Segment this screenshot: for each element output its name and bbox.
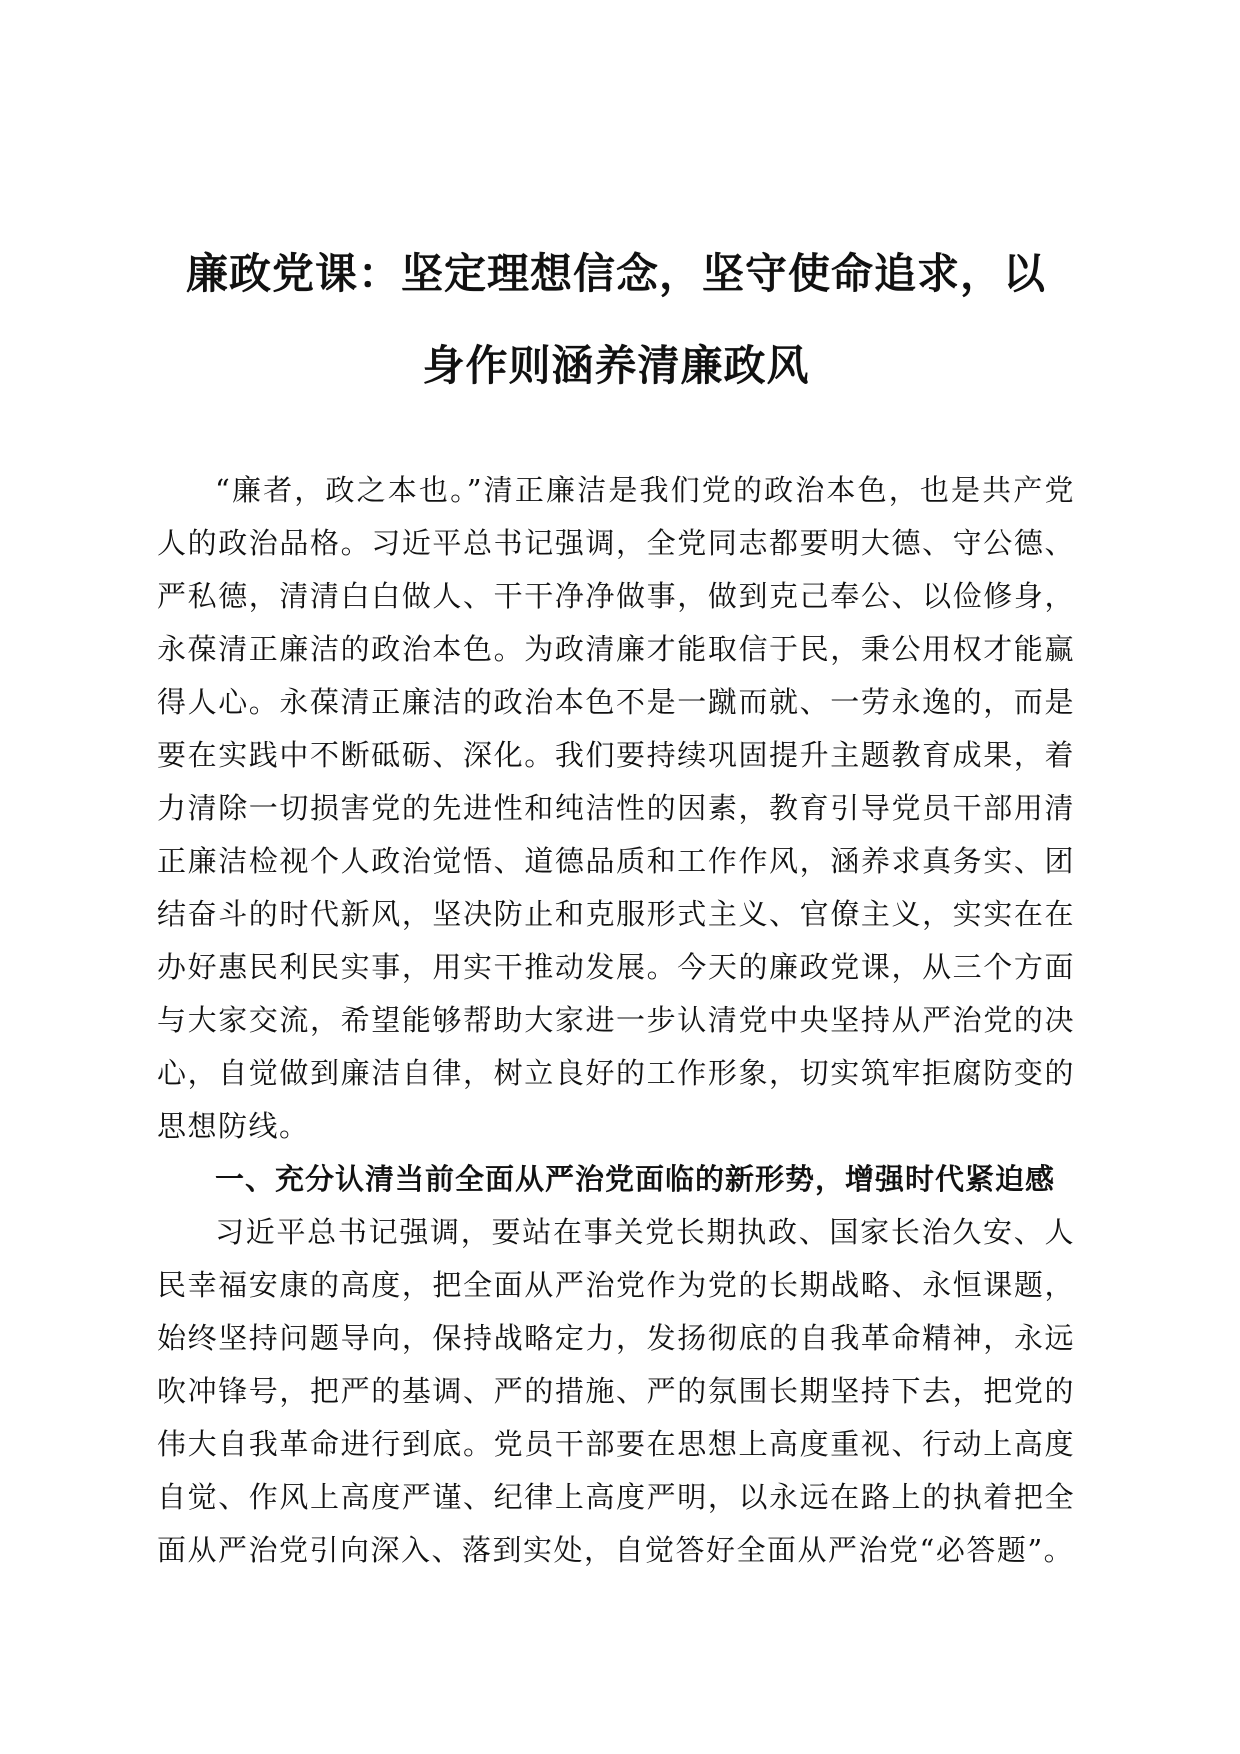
title-line-1: 廉政党课：坚定理想信念，坚守使命追求，以 [185, 249, 1046, 298]
document-page [157, 228, 1075, 1577]
section-1-paragraph: 习近平总书记强调，要站在事关党长期执政、国家长治久安、人民幸福安康的高度，把全面从严治党作为党的长期战略、永恒课题，始终坚持问题导向，保持战略定力，发扬彻底的自我革命精神，永远吹冲锋号，把严的基调、严的措施、严的氛围长期坚持下去，把党的伟大自我革命进行到底。党员干部要在思想上高度重视、行动上高度自觉、作风上高度严谨、纪律上高度严明，以永远在路上的执着把全面从严治党引向深入、落到实处，自觉答好全面从严治党“必答题”。 [157, 1215, 1075, 1567]
document-title [157, 228, 1075, 412]
title-line-2: 身作则涵养清廉政风 [422, 341, 810, 390]
section-heading-1: 一、充分认清当前全面从严治党面临的新形势，增强时代紧迫感 [215, 1162, 1056, 1196]
intro-paragraph: “廉者，政之本也。”清正廉洁是我们党的政治本色，也是共产党人的政治品格。习近平总书记强调，全党同志都要明大德、守公德、严私德，清清白白做人、干干净净做事，做到克己奉公、以俭修身，永葆清正廉洁的政治本色。为政清廉才能取信于民，秉公用权才能赢得人心。永葆清正廉洁的政治本色不是一蹴而就、一劳永逸的，而是要在实践中不断砥砺、深化。我们要持续巩固提升主题教育成果，着力清除一切损害党的先进性和纯洁性的因素，教育引导党员干部用清正廉洁检视个人政治觉悟、道德品质和工作作风，涵养求真务实、团结奋斗的时代新风，坚决防止和克服形式主义、官僚主义，实实在在办好惠民利民实事，用实干推动发展。今天的廉政党课，从三个方面与大家交流，希望能够帮助大家进一步认清党中央坚持从严治党的决心，自觉做到廉洁自律，树立良好的工作形象，切实筑牢拒腐防变的思想防线。 [157, 473, 1075, 1143]
document-body [157, 464, 1075, 1577]
